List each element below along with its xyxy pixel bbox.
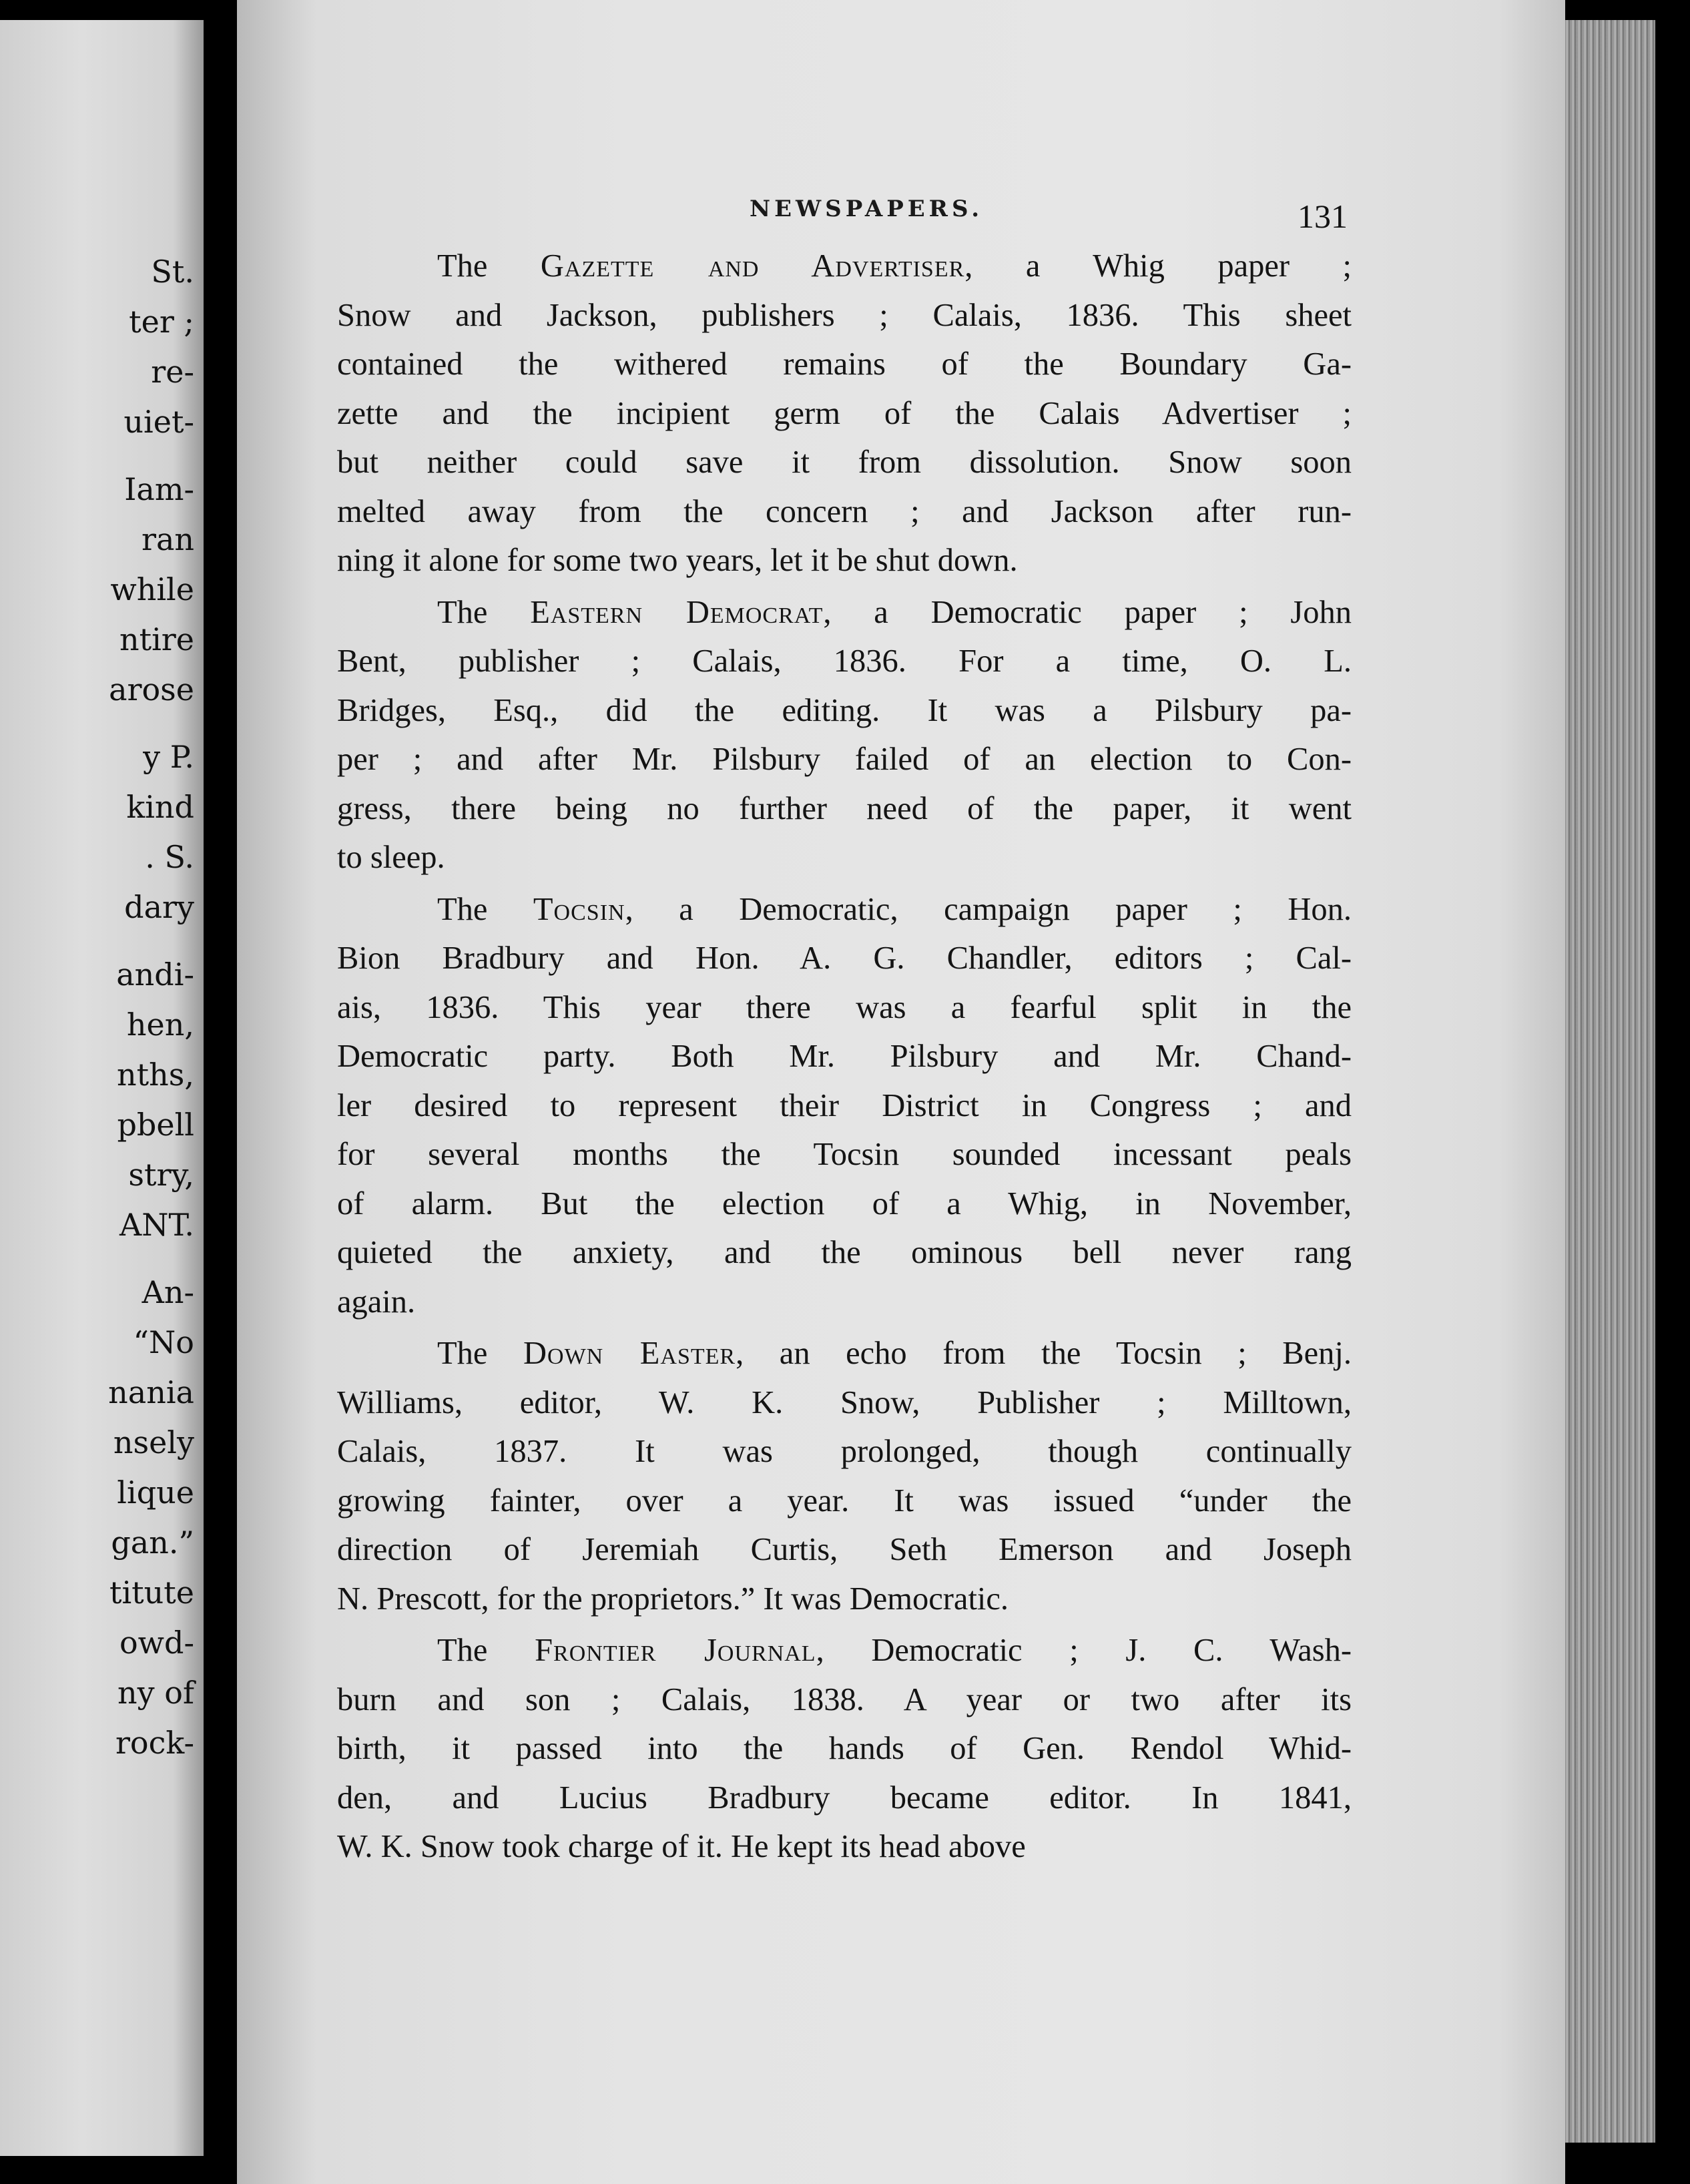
left-page-fragment: rock-: [115, 1725, 194, 1761]
line-text: The: [437, 1336, 523, 1371]
text-line: ning it alone for some two years, let it be shut down.: [337, 543, 1018, 578]
left-page-fragment: gan.”: [111, 1525, 194, 1561]
text-line: to sleep.: [337, 840, 445, 875]
running-head: NEWSPAPERS.: [750, 196, 984, 222]
left-page-fragment: arose: [109, 671, 194, 708]
text-line: Democratic party. Both Mr. Pilsbury and Mr. Chand-: [337, 1039, 1352, 1074]
left-page-fragment: Iam-: [124, 471, 194, 507]
text-line: Bent, publisher ; Calais, 1836. For a time, O. L.: [337, 643, 1352, 679]
paragraph: [337, 1626, 1352, 1872]
text-line: melted away from the concern ; and Jackson after run-: [337, 493, 1352, 529]
text-line: for several months the Tocsin sounded incessant peals: [337, 1137, 1352, 1172]
text-line: Snow and Jackson, publishers ; Calais, 1836. This sheet: [337, 297, 1352, 333]
text-line: [337, 242, 1352, 291]
text-line: [337, 1329, 1352, 1378]
text-line: direction of Jeremiah Curtis, Seth Emerson and Joseph: [337, 1532, 1352, 1567]
text-line: gress, there being no further need of the paper, it went: [337, 790, 1352, 826]
text-line: Bridges, Esq., did the editing. It was a Pilsbury pa-: [337, 692, 1352, 728]
text-line: Williams, editor, W. K. Snow, Publisher ; Milltown,: [337, 1384, 1352, 1420]
left-page-fragment: hen,: [126, 1007, 194, 1043]
text-line: birth, it passed into the hands of Gen. Rendol Whid-: [337, 1731, 1352, 1766]
line-text: The: [437, 1633, 535, 1668]
newspaper-title: Down Easter: [523, 1336, 736, 1371]
left-page-fragment: An-: [142, 1274, 194, 1310]
newspaper-title: Eastern Democrat: [530, 594, 824, 630]
left-page-fragment: andi-: [116, 957, 194, 993]
line-text: , an echo from the Tocsin ; Benj.: [736, 1336, 1352, 1371]
book-gutter: [204, 0, 237, 2184]
scan-border-right: [1655, 0, 1690, 2184]
text-line: [337, 588, 1352, 637]
line-text: , Democratic ; J. C. Wash-: [816, 1633, 1352, 1668]
line-text: The: [437, 891, 533, 927]
text-line: N. Prescott, for the proprietors.” It was Democratic.: [337, 1581, 1009, 1617]
left-page-fragment: ran: [141, 521, 194, 557]
text-line: den, and Lucius Bradbury became editor. In 1841,: [337, 1780, 1352, 1816]
newspaper-title: Frontier Journal: [535, 1633, 816, 1668]
text-line: again.: [337, 1284, 416, 1320]
left-page-fragment: owd-: [119, 1625, 194, 1661]
text-line: [337, 1626, 1352, 1675]
left-page-fragment: ter ;: [129, 304, 194, 340]
text-line: ler desired to represent their District in Congress ; and: [337, 1087, 1352, 1123]
left-page-fragment: nths,: [117, 1057, 194, 1093]
left-page-fragment: pbell: [117, 1107, 194, 1143]
text-line: zette and the incipient germ of the Calais Advertiser ;: [337, 395, 1352, 431]
left-page-fragment: ANT.: [119, 1207, 194, 1243]
newspaper-title: Tocsin: [533, 891, 625, 927]
text-line: quieted the anxiety, and the ominous bell never rang: [337, 1235, 1352, 1270]
page-edge-stack: [1565, 20, 1655, 2143]
line-text: The: [437, 248, 541, 284]
text-line: growing fainter, over a year. It was issued “under the: [337, 1482, 1352, 1519]
left-page-fragment: . S.: [145, 839, 194, 875]
paragraph: [337, 885, 1352, 1327]
left-page-fragment: uiet-: [123, 404, 194, 440]
left-page-fragment: nania: [108, 1374, 194, 1410]
text-line: [337, 885, 1352, 934]
left-page-fragment: nsely: [113, 1424, 194, 1460]
line-text: , a Democratic paper ; John: [823, 594, 1352, 630]
left-page-fragment: St.: [151, 254, 194, 290]
text-line: Bion Bradbury and Hon. A. G. Chandler, editors ; Cal-: [337, 940, 1352, 976]
left-page-fragment: ny of: [117, 1675, 194, 1711]
text-line: but neither could save it from dissolution. Snow soon: [337, 445, 1352, 480]
text-line: burn and son ; Calais, 1838. A year or two after its: [337, 1681, 1352, 1717]
left-page-fragment: kind: [126, 789, 194, 825]
page-number: 131: [1298, 198, 1348, 235]
newspaper-title: Gazette and Advertiser: [540, 248, 965, 284]
left-page-fragment: ntire: [119, 621, 194, 657]
left-page-fragment: y P.: [143, 739, 194, 775]
left-page-fragment: dary: [124, 889, 194, 925]
left-facing-page: [0, 20, 204, 2156]
left-page-fragment: lique: [117, 1474, 194, 1511]
text-line: per ; and after Mr. Pilsbury failed of an election to Con-: [337, 742, 1352, 777]
line-text: , a Whig paper ;: [964, 248, 1352, 284]
left-page-fragment: stry,: [128, 1157, 194, 1193]
left-page-fragment: while: [110, 571, 194, 607]
text-line: W. K. Snow took charge of it. He kept its head above: [337, 1829, 1026, 1864]
paragraph: [337, 1329, 1352, 1623]
left-page-text-fragments: [0, 247, 204, 1768]
left-page-fragment: re-: [151, 354, 194, 390]
line-text: , a Democratic, campaign paper ; Hon.: [625, 891, 1352, 927]
text-line: of alarm. But the election of a Whig, in November,: [337, 1185, 1352, 1221]
paragraph: [337, 242, 1352, 585]
body-text: [337, 242, 1352, 1874]
line-text: The: [437, 594, 531, 630]
left-page-fragment: titute: [109, 1575, 194, 1611]
text-line: contained the withered remains of the Boundary Ga-: [337, 346, 1352, 382]
text-line: ais, 1836. This year there was a fearful split in the: [337, 989, 1352, 1025]
paragraph: [337, 588, 1352, 882]
left-page-fragment: “No: [133, 1324, 194, 1360]
text-line: Calais, 1837. It was prolonged, though continually: [337, 1434, 1352, 1469]
